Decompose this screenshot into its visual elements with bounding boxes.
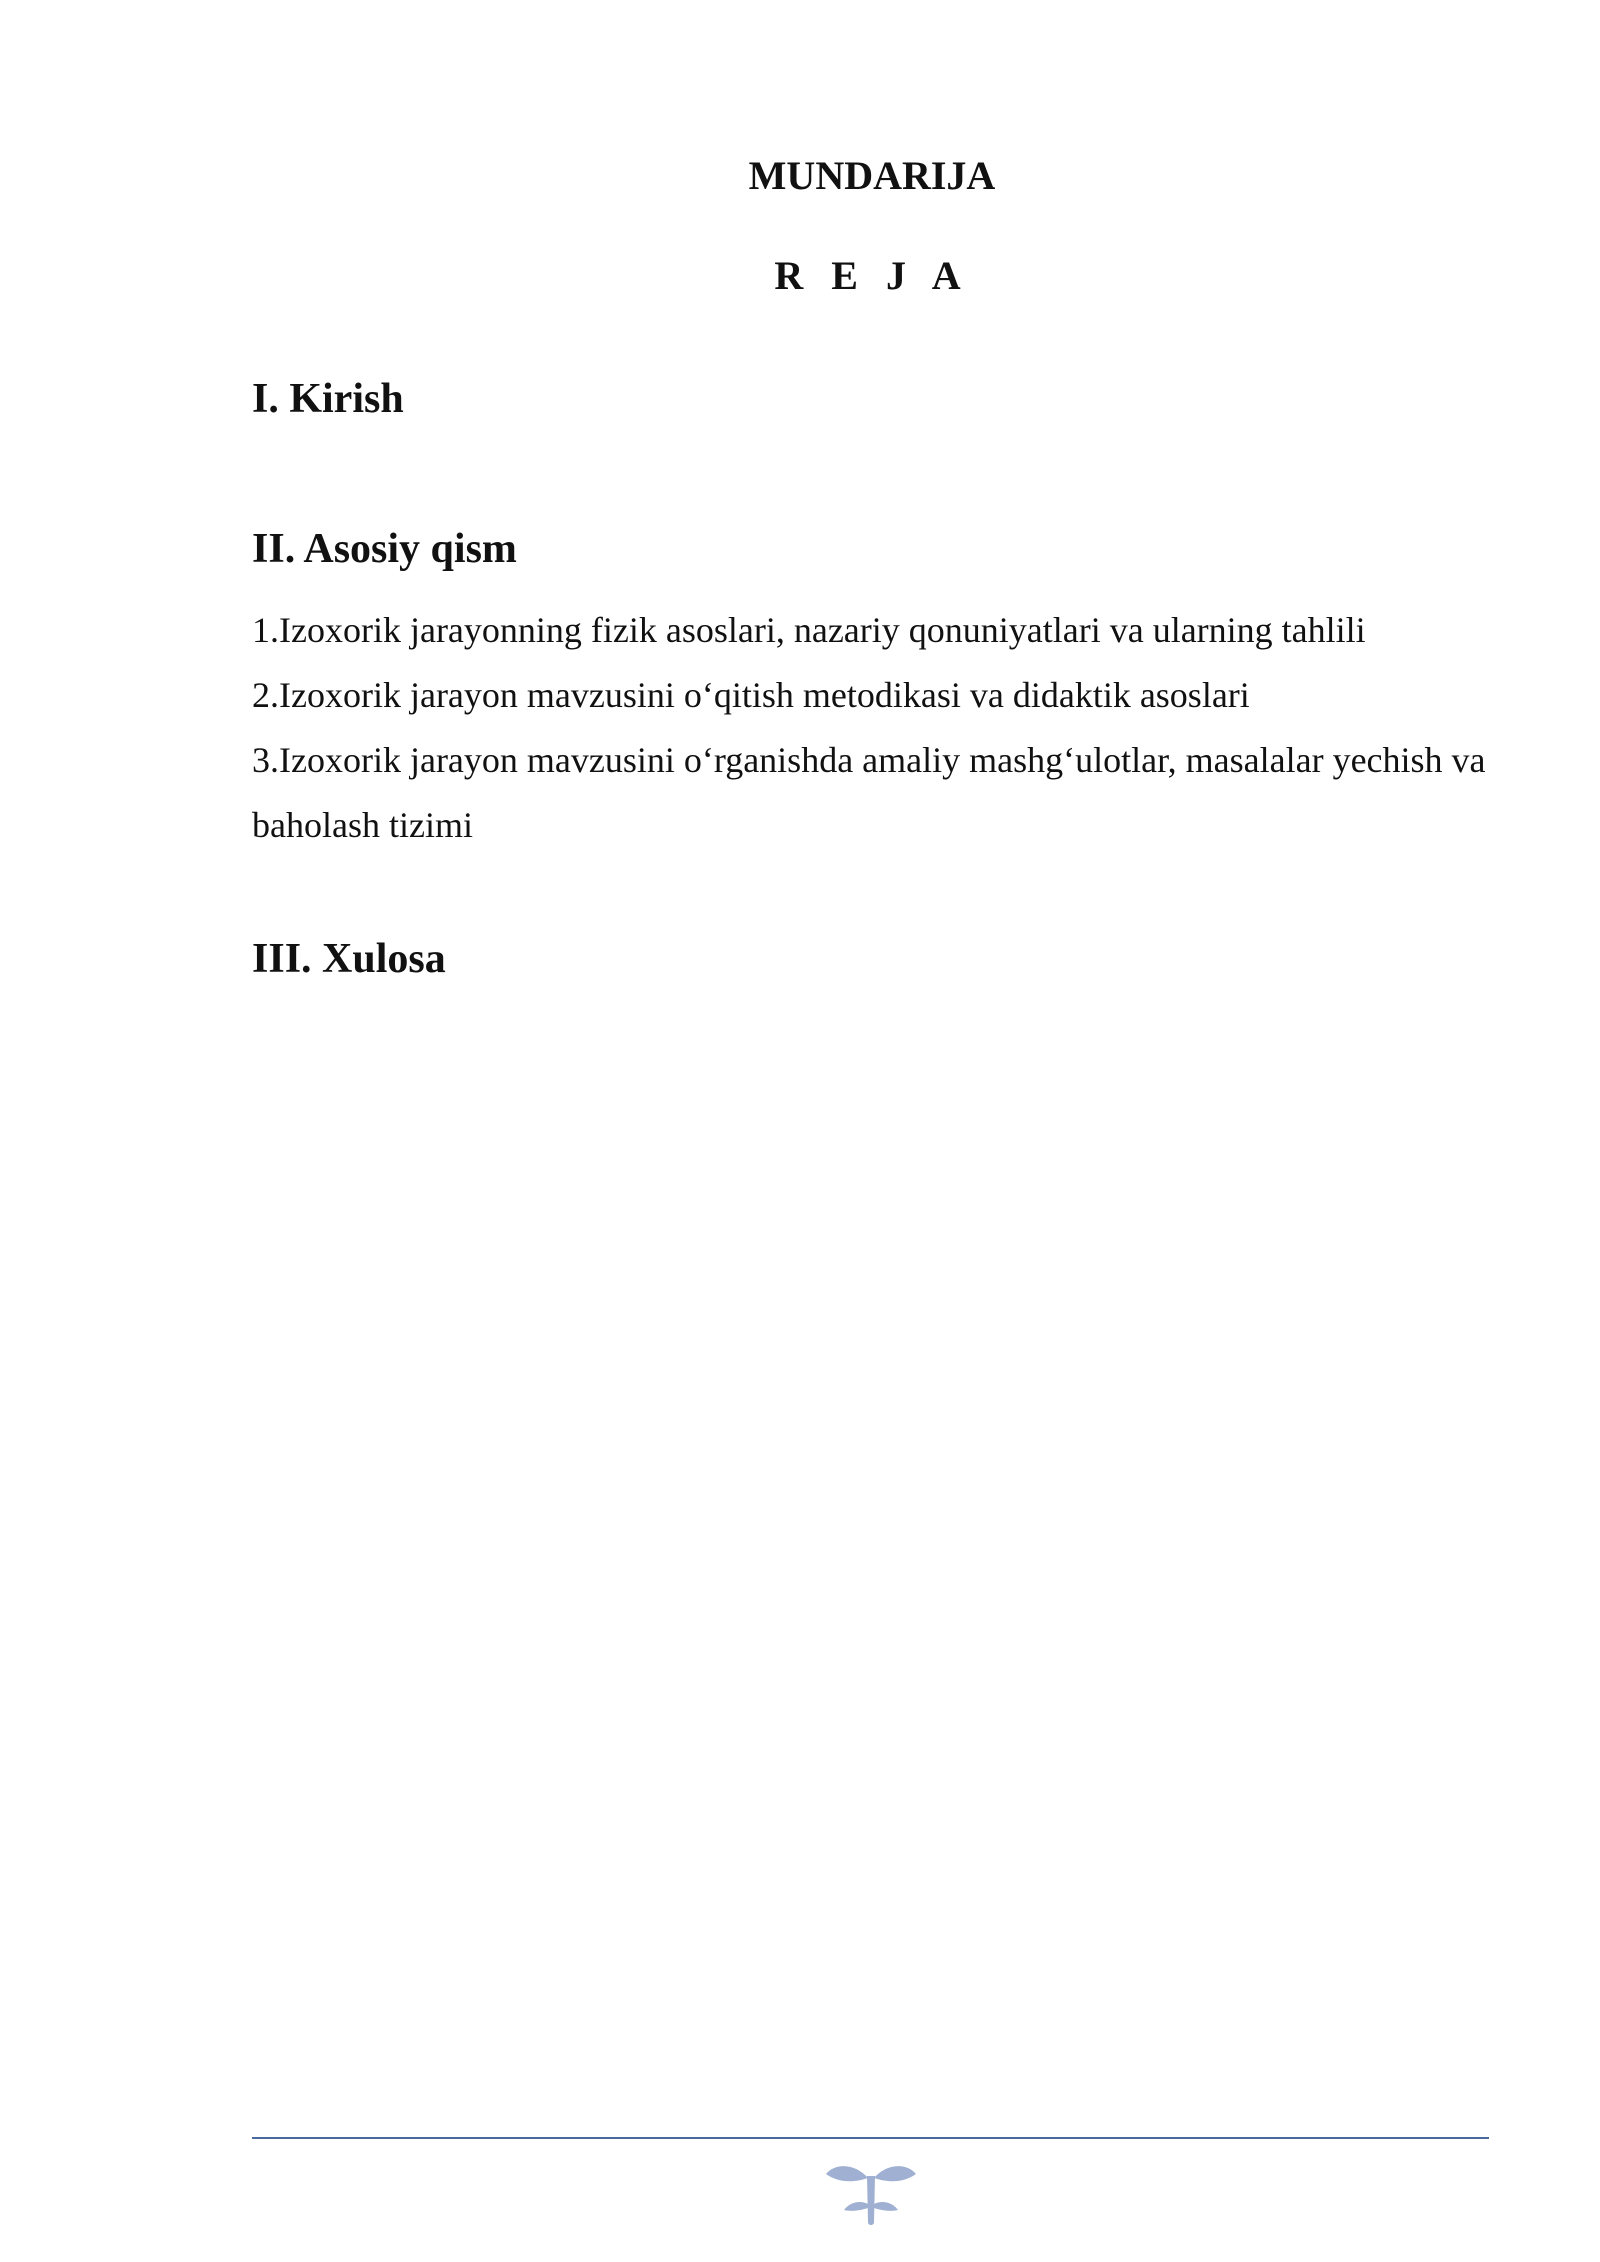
logo-stem (867, 2176, 875, 2225)
main-part-list (252, 598, 1502, 858)
section-heading-conclusion: III. Xulosa (252, 936, 446, 982)
logo-root-right (874, 2202, 898, 2211)
list-item: 2.Izoxorik jarayon mavzusini o‘qitish metodikasi va didaktik asoslari (252, 675, 1250, 715)
footer-divider (252, 2137, 1489, 2139)
logo-right-leaf (874, 2166, 916, 2181)
section-heading-intro: I. Kirish (252, 376, 404, 422)
list-item: 1.Izoxorik jarayonning fizik asoslari, nazariy qonuniyatlari va ularning tahlili (252, 610, 1366, 650)
section-heading-main: II. Asosiy qism (252, 526, 517, 572)
list-item: 3.Izoxorik jarayon mavzusini o‘rganishda amaliy mashg‘ulotlar, masalalar yechish va baholash tizimi (252, 740, 1486, 845)
sprout-logo-icon (822, 2160, 920, 2232)
logo-left-leaf (826, 2166, 868, 2181)
page-title: MUNDARIJA (748, 153, 996, 198)
plan-subtitle: R E J A (774, 253, 970, 298)
logo-root-left (844, 2202, 868, 2211)
